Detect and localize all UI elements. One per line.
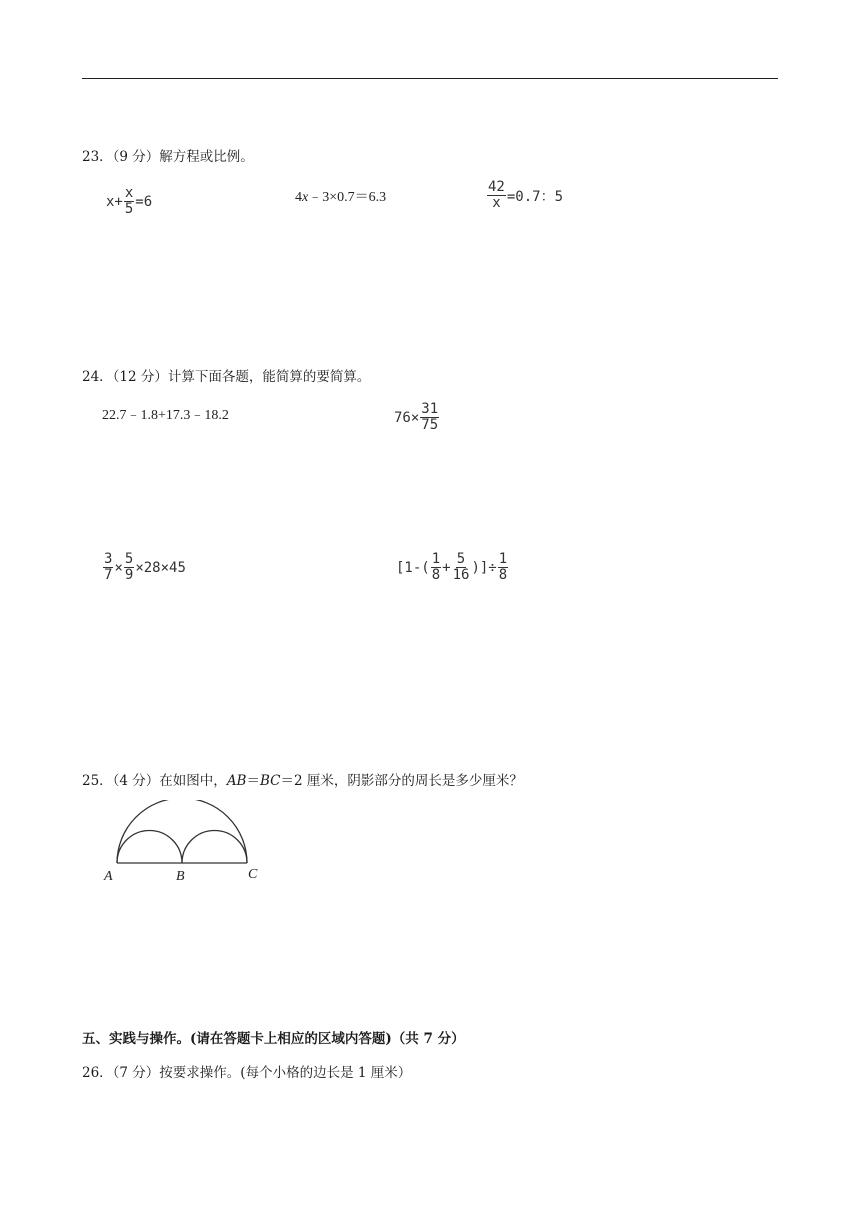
eq1-suffix: =6 bbox=[135, 193, 153, 210]
q23-title: 23．（9 分）解方程或比例。 bbox=[82, 149, 254, 165]
e3-numerator-1: 3 bbox=[104, 551, 113, 567]
e3-operator: × bbox=[114, 559, 123, 576]
q23-equation-1 bbox=[106, 186, 152, 217]
eq2-rest: ﹣3×0.7＝6.3 bbox=[308, 190, 387, 205]
q24-expression-2 bbox=[394, 402, 440, 433]
small-semicircle-right bbox=[182, 831, 247, 864]
q26-title: 26．（7 分）按要求操作。(每个小格的边长是 1 厘米） bbox=[82, 1065, 412, 1081]
e3-numerator-2: 5 bbox=[124, 551, 134, 567]
e4-fraction-2 bbox=[452, 552, 471, 583]
e4-operator: + bbox=[442, 559, 451, 576]
eq1-denominator: 5 bbox=[124, 201, 134, 217]
q25-var-ab: AB bbox=[226, 773, 247, 789]
label-b: B bbox=[176, 869, 185, 884]
header-rule bbox=[82, 78, 778, 79]
q25-title-b: ＝2 厘米，阴影部分的周长是多少厘米？ bbox=[280, 773, 523, 789]
e3-denominator-2: 9 bbox=[124, 567, 134, 583]
small-semicircle-left bbox=[117, 831, 182, 864]
q25-title-a: 25．（4 分）在如图中， bbox=[82, 773, 227, 789]
eq3-fraction bbox=[487, 180, 506, 211]
e3-fraction-1 bbox=[103, 552, 113, 583]
e2-numerator: 31 bbox=[421, 401, 439, 417]
q24-expression-1: 22.7﹣1.8+17.3﹣18.2 bbox=[102, 408, 229, 423]
eq3-suffix: =0.7：5 bbox=[506, 188, 564, 205]
q24-expression-3 bbox=[102, 552, 186, 583]
q25-title bbox=[82, 772, 523, 790]
q25-equals: ＝ bbox=[246, 773, 260, 789]
e3-denominator-1: 7 bbox=[104, 567, 113, 583]
semicircle-figure bbox=[96, 800, 276, 890]
eq1-numerator: x bbox=[124, 185, 134, 201]
e2-fraction bbox=[420, 402, 439, 433]
large-semicircle bbox=[117, 800, 247, 863]
q24-expression-4 bbox=[396, 552, 509, 583]
e2-denominator: 75 bbox=[421, 417, 439, 433]
e4-fraction-1 bbox=[431, 552, 441, 583]
e4-denominator-2: 16 bbox=[452, 567, 470, 583]
eq3-denominator: x bbox=[492, 195, 501, 211]
e4-fraction-3 bbox=[498, 552, 508, 583]
q25-var-bc: BC bbox=[259, 773, 281, 789]
eq2-coef: 4 bbox=[295, 190, 302, 205]
q24-title: 24．（12 分）计算下面各题，能简算的要简算。 bbox=[82, 369, 371, 385]
e4-numerator-1: 1 bbox=[431, 551, 441, 567]
q23-equation-2 bbox=[295, 186, 386, 206]
e4-denominator-3: 8 bbox=[498, 567, 508, 583]
eq3-numerator: 42 bbox=[488, 179, 505, 195]
label-c: C bbox=[248, 867, 258, 882]
e4-middle: )]÷ bbox=[471, 559, 497, 576]
e4-numerator-3: 1 bbox=[498, 551, 508, 567]
e4-numerator-2: 5 bbox=[456, 551, 466, 567]
e3-fraction-2 bbox=[124, 552, 134, 583]
q23-equation-3 bbox=[486, 180, 563, 211]
eq1-fraction bbox=[124, 186, 134, 217]
e3-suffix: ×28×45 bbox=[135, 559, 186, 576]
eq2-variable: x bbox=[302, 190, 309, 205]
eq1-prefix: x+ bbox=[106, 193, 123, 210]
e4-denominator-1: 8 bbox=[431, 567, 441, 583]
e4-prefix: [1-( bbox=[396, 559, 430, 576]
label-a: A bbox=[104, 869, 113, 884]
e2-prefix: 76× bbox=[394, 409, 420, 426]
section-5-title: 五、实践与操作。(请在答题卡上相应的区域内答题)（共 7 分） bbox=[82, 1031, 465, 1047]
